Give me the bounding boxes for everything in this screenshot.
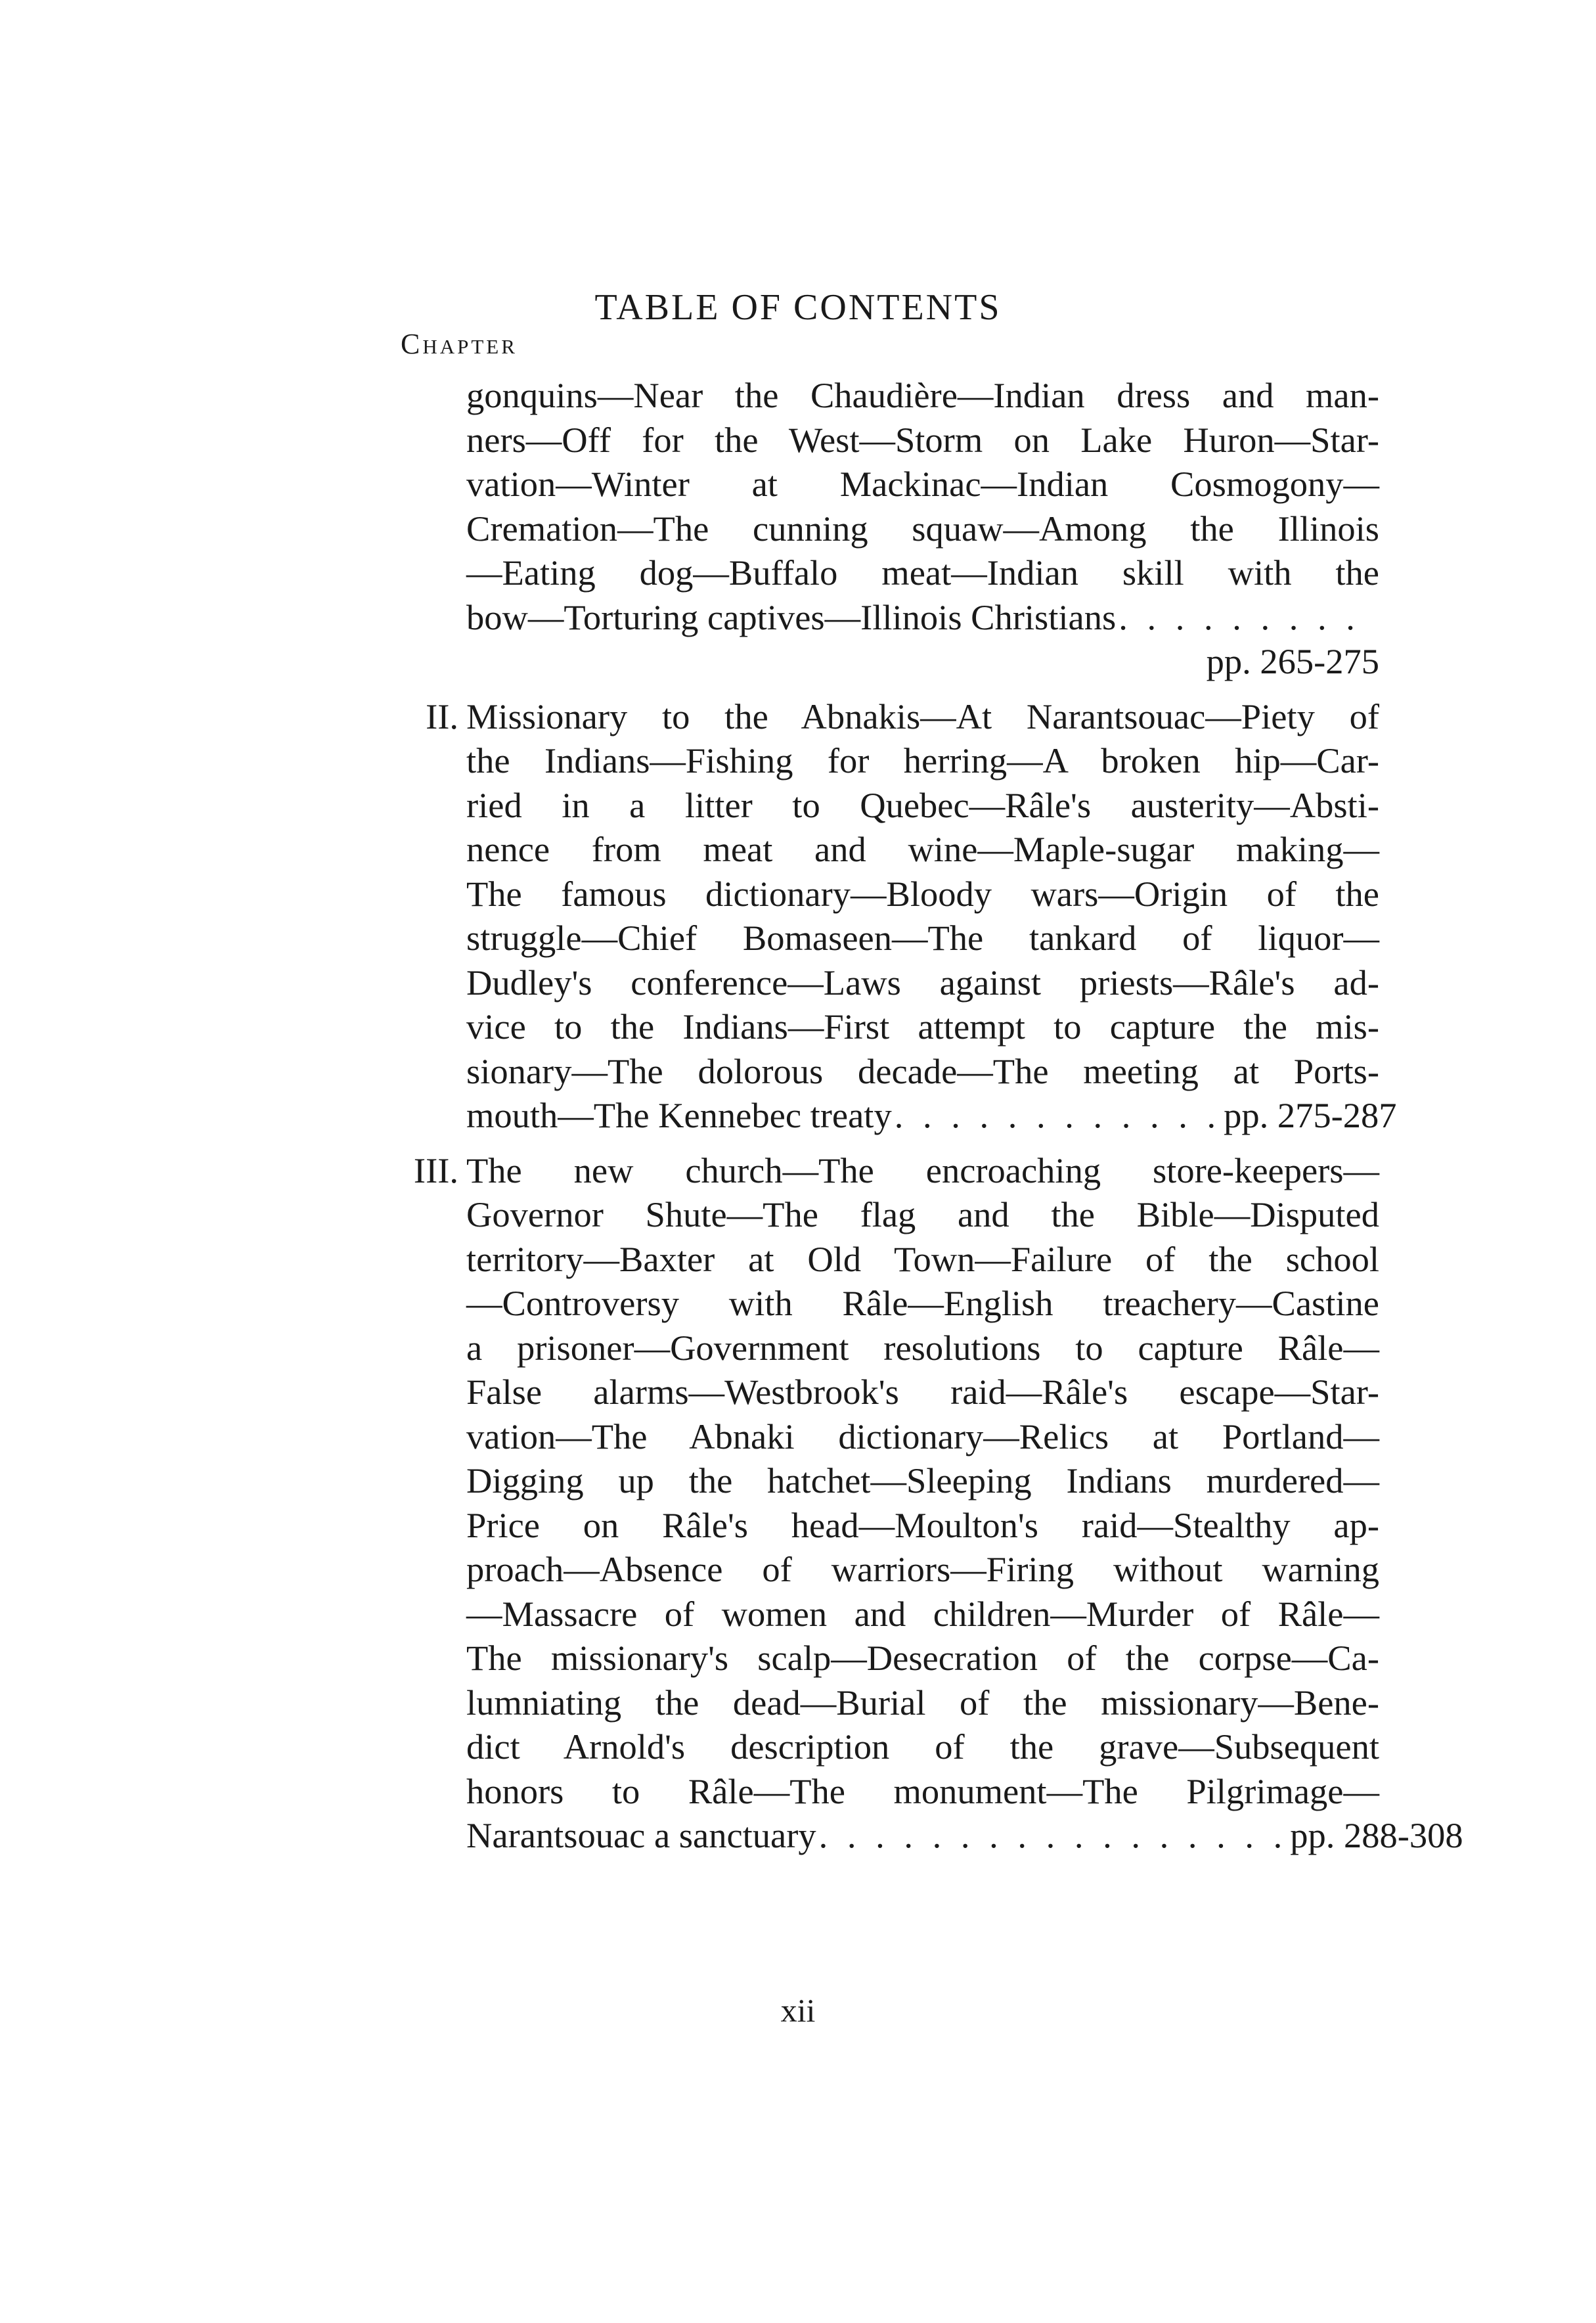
entry-line: Cremation—The cunning squaw—Among the Illinois	[466, 508, 1379, 549]
dot-leader: . . . . . . . . .	[1119, 597, 1360, 637]
entry-line: nence from meat and wine—Maple-sugar making—	[466, 829, 1379, 869]
page-number: xii	[780, 1992, 816, 2029]
toc-entry-iii	[374, 1148, 1463, 1858]
entry-line: gonquins—Near the Chaudière—Indian dress and man-	[466, 375, 1379, 415]
table-of-contents	[374, 373, 1463, 1858]
entry-line-final: mouth—The Kennebec treaty	[466, 1095, 892, 1135]
chapter-numeral: II.	[426, 696, 458, 736]
entry-line: The missionary's scalp—Desecration of the corpse—Ca-	[466, 1638, 1379, 1678]
page-range: pp. 275-287	[1224, 1095, 1397, 1135]
chapter-column-label: Chapter	[401, 328, 518, 360]
entry-line: a prisoner—Government resolutions to capture Râle—	[466, 1327, 1379, 1368]
entry-leader-line	[466, 1093, 1397, 1138]
entry-line: vation—Winter at Mackinac—Indian Cosmogony—	[466, 464, 1379, 504]
entry-line: vice to the Indians—First attempt to capture the mis-	[466, 1006, 1379, 1047]
entry-line: sionary—The dolorous decade—The meeting at Ports-	[466, 1050, 1379, 1091]
toc-entry-continued	[374, 373, 1379, 684]
entry-line: Dudley's conference—Laws against priests—Râle's ad-	[466, 962, 1379, 1003]
entry-line: ners—Off for the West—Storm on Lake Huron—Star-	[466, 419, 1379, 460]
entry-line-final: Narantsouac a sanctuary	[466, 1815, 816, 1855]
page-range: pp. 265-275	[1206, 641, 1379, 681]
dot-leader: . . . . . . . . . . . . . . . . .	[818, 1815, 1288, 1855]
entry-line: Digging up the hatchet—Sleeping Indians murdered—	[466, 1460, 1379, 1500]
entry-line: proach—Absence of warriors—Firing without warning	[466, 1549, 1379, 1589]
entry-line: The new church—The encroaching store-keepers—	[466, 1150, 1379, 1190]
entry-line: Governor Shute—The flag and the Bible—Disputed	[466, 1194, 1379, 1234]
entry-line: —Eating dog—Buffalo meat—Indian skill with the	[466, 553, 1379, 593]
entry-line: vation—The Abnaki dictionary—Relics at Portland—	[466, 1416, 1379, 1456]
entry-line: Price on Râle's head—Moulton's raid—Stealthy ap-	[466, 1504, 1379, 1545]
chapter-numeral: III.	[413, 1150, 458, 1190]
entry-line: lumniating the dead—Burial of the missionary—Bene-	[466, 1682, 1379, 1723]
entry-line: —Massacre of women and children—Murder of Râle—	[466, 1593, 1379, 1634]
entry-line-final: bow—Torturing captives—Illinois Christians	[466, 597, 1117, 637]
dot-leader: . . . . . . . . . . . .	[894, 1095, 1222, 1135]
page-range: pp. 288-308	[1290, 1815, 1463, 1855]
entry-leader-line	[466, 1813, 1463, 1858]
entry-line: False alarms—Westbrook's raid—Râle's escape—Star-	[466, 1372, 1379, 1412]
entry-line: —Controversy with Râle—English treachery—Castine	[466, 1283, 1379, 1323]
entry-leader-line	[466, 595, 1379, 640]
entry-line: dict Arnold's description of the grave—Subsequent	[466, 1726, 1379, 1767]
entry-line: honors to Râle—The monument—The Pilgrimage—	[466, 1770, 1379, 1811]
entry-line: the Indians—Fishing for herring—A broken hip—Car-	[466, 740, 1379, 780]
entry-line: struggle—Chief Bomaseen—The tankard of liquor—	[466, 918, 1379, 958]
entry-line: territory—Baxter at Old Town—Failure of the school	[466, 1238, 1379, 1279]
entry-line: ried in a litter to Quebec—Râle's austerity—Absti-	[466, 784, 1379, 825]
entry-line: Missionary to the Abnakis—At Narantsouac—Piety of	[466, 696, 1379, 736]
toc-entry-ii	[374, 694, 1397, 1138]
entry-line: The famous dictionary—Bloody wars—Origin of the	[466, 873, 1379, 914]
page-heading: TABLE OF CONTENTS	[594, 287, 1002, 328]
